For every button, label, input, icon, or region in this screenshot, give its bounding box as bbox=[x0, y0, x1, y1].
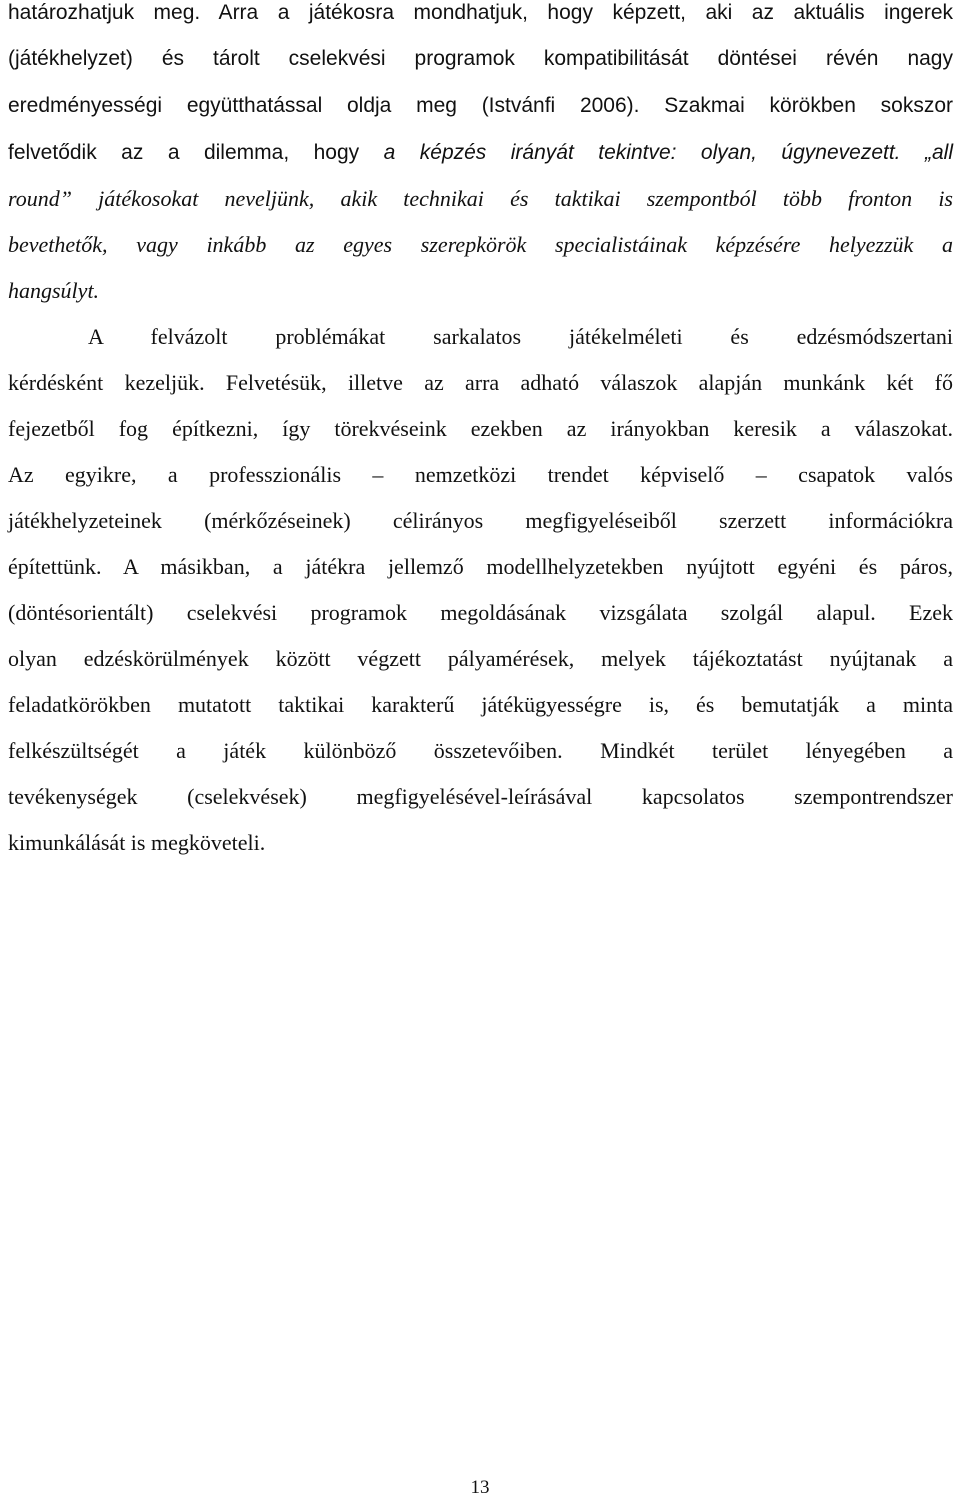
text-segment: felvetődik az a dilemma, hogy bbox=[8, 141, 384, 164]
text-segment: Felvetésük, illetve az arra adható válaszok alapján munkánk két fő bbox=[225, 370, 954, 395]
text-line: játékhelyzeteinek (mérkőzéseinek) célirányos megfigyeléseiből szerzett információkra bbox=[8, 508, 953, 533]
text-line: Az egyikre, a professzionális – nemzetközi trendet képviselő – csapatok valós bbox=[8, 462, 953, 487]
text-line: feladatkörökben mutatott taktikai karakterű játékügyességre is, és bemutatják a minta bbox=[8, 692, 953, 717]
text-segment: eredményességi együtthatással oldja meg (Istvánfi 2006). bbox=[8, 94, 665, 117]
text-line bbox=[8, 360, 953, 406]
text-line: kimunkálását is megköveteli. bbox=[8, 830, 266, 855]
text-line: A felvázolt problémákat sarkalatos játékelméleti és edzésmódszertani bbox=[88, 324, 953, 349]
text-line bbox=[8, 129, 953, 176]
italic-text-segment: a képzés irányát tekintve: olyan, úgynevezett. „all bbox=[383, 141, 953, 164]
text-line: tevékenységek (cselekvések) megfigyelésével-leírásával kapcsolatos szempontrendszer bbox=[8, 784, 953, 809]
text-line: round” játékosokat neveljünk, akik technikai és taktikai szempontból több fronton is bbox=[8, 186, 953, 211]
text-line: építettünk. A másikban, a játékra jellemző modellhelyzetekben nyújtott egyéni és páros, bbox=[8, 554, 953, 579]
paragraph-2 bbox=[8, 314, 953, 866]
text-line: (játékhelyzet) és tárolt cselekvési programok kompatibilitását döntései révén nagy bbox=[8, 47, 953, 70]
text-line: bevethetők, vagy inkább az egyes szerepkörök specialistáinak képzésére helyezzük a bbox=[8, 232, 953, 257]
text-line: olyan edzéskörülmények között végzett pályamérések, melyek tájékoztatást nyújtanak a bbox=[8, 646, 953, 671]
text-line: (döntésorientált) cselekvési programok megoldásának vizsgálata szolgál alapul. Ezek bbox=[8, 600, 953, 625]
paragraph-1 bbox=[8, 0, 953, 314]
text-segment: Szakmai körökben sokszor bbox=[664, 94, 953, 117]
text-line: határozhatjuk meg. Arra a játékosra mondhatjuk, hogy képzett, aki az aktuális ingerek bbox=[8, 1, 953, 24]
page-number: 13 bbox=[470, 1477, 490, 1498]
text-segment: kérdésként kezeljük. bbox=[8, 370, 226, 395]
text-line: fejezetből fog építkezni, így törekvéseink ezekben az irányokban keresik a válaszokat. bbox=[8, 416, 953, 441]
document-page bbox=[8, 0, 953, 866]
text-line: hangsúlyt. bbox=[8, 278, 100, 303]
text-line bbox=[8, 82, 953, 129]
text-line: felkészültségét a játék különböző összetevőiben. Mindkét terület lényegében a bbox=[8, 738, 953, 763]
